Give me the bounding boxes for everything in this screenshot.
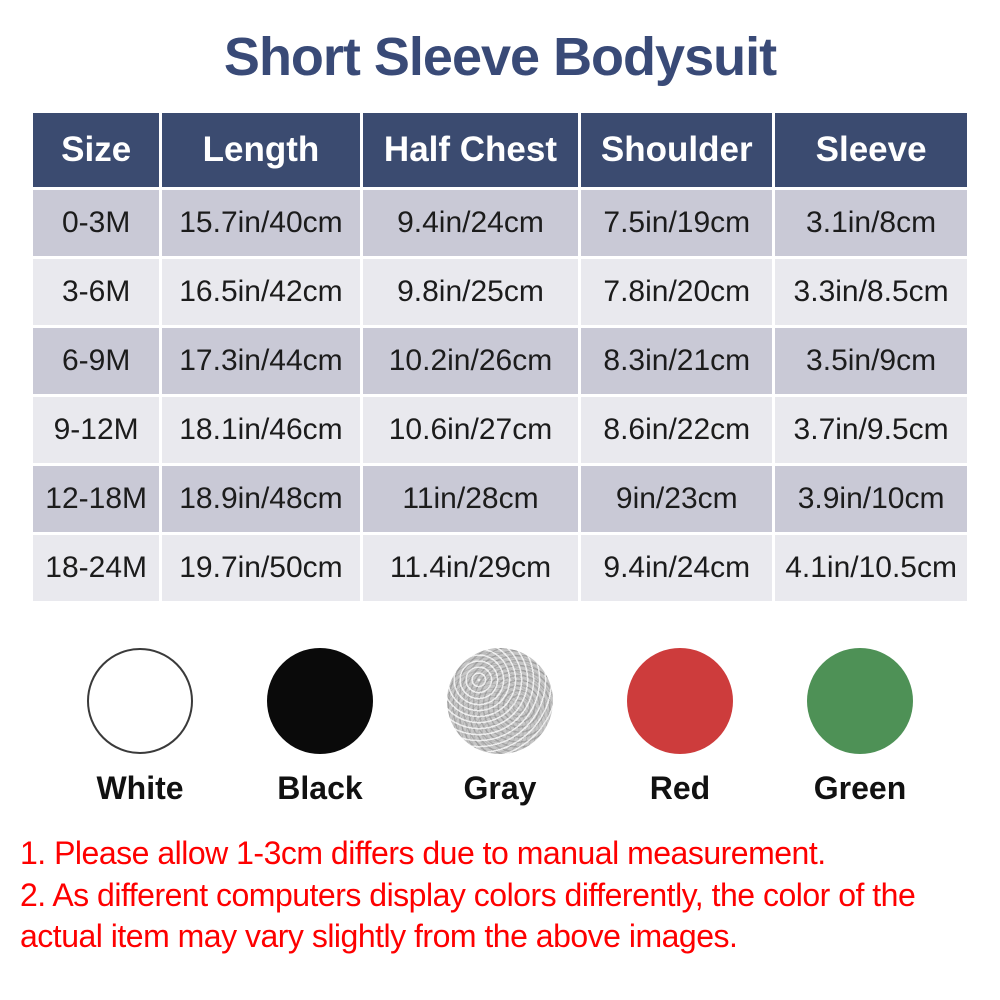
swatch-label: Black: [277, 770, 363, 806]
color-swatch-red: [590, 648, 770, 807]
color-swatch-gray: [410, 648, 590, 807]
table-cell: 18.9in/48cm: [162, 466, 359, 532]
table-cell: 8.3in/21cm: [581, 328, 772, 394]
column-header-shoulder: Shoulder: [581, 113, 772, 187]
table-row: [33, 259, 967, 325]
table-cell: 3.1in/8cm: [775, 190, 967, 256]
table-cell: 6-9M: [33, 328, 159, 394]
table-cell: 9in/23cm: [581, 466, 772, 532]
swatch-label: Gray: [463, 770, 537, 806]
table-cell: 17.3in/44cm: [162, 328, 359, 394]
swatch-label: Red: [649, 770, 711, 806]
table-cell: 10.6in/27cm: [363, 397, 579, 463]
table-cell: 9-12M: [33, 397, 159, 463]
gray-color-circle-icon: [447, 648, 553, 754]
black-color-circle-icon: [267, 648, 373, 754]
table-cell: 16.5in/42cm: [162, 259, 359, 325]
white-color-circle-icon: [87, 648, 193, 754]
table-row: [33, 466, 967, 532]
table-header-row: [33, 113, 967, 187]
table-cell: 3-6M: [33, 259, 159, 325]
table-row: [33, 328, 967, 394]
table-cell: 12-18M: [33, 466, 159, 532]
column-header-length: Length: [162, 113, 359, 187]
swatch-label: White: [96, 770, 184, 806]
color-swatch-row: [50, 648, 950, 807]
table-cell: 7.8in/20cm: [581, 259, 772, 325]
table-cell: 18.1in/46cm: [162, 397, 359, 463]
color-swatch-white: [50, 648, 230, 807]
table-cell: 3.7in/9.5cm: [775, 397, 967, 463]
table-row: [33, 535, 967, 601]
table-cell: 3.5in/9cm: [775, 328, 967, 394]
table-cell: 19.7in/50cm: [162, 535, 359, 601]
page-title: Short Sleeve Bodysuit: [223, 27, 777, 87]
table-cell: 9.4in/24cm: [581, 535, 772, 601]
table-cell: 11in/28cm: [363, 466, 579, 532]
table-row: [33, 397, 967, 463]
table-cell: 18-24M: [33, 535, 159, 601]
table-cell: 9.8in/25cm: [363, 259, 579, 325]
swatch-label: Green: [813, 770, 907, 806]
green-color-circle-icon: [807, 648, 913, 754]
table-cell: 3.3in/8.5cm: [775, 259, 967, 325]
table-cell: 11.4in/29cm: [363, 535, 579, 601]
table-cell: 8.6in/22cm: [581, 397, 772, 463]
disclaimer-notes: [20, 833, 980, 958]
note-line-1: 1. Please allow 1-3cm differs due to manual measurement.: [20, 835, 826, 871]
note-line-2: 2. As different computers display colors differently, the color of the actual item may vary slightly from the above images.: [20, 876, 916, 955]
table-cell: 3.9in/10cm: [775, 466, 967, 532]
table-row: [33, 190, 967, 256]
color-swatch-green: [770, 648, 950, 807]
table-cell: 9.4in/24cm: [363, 190, 579, 256]
red-color-circle-icon: [627, 648, 733, 754]
table-cell: 0-3M: [33, 190, 159, 256]
table-cell: 15.7in/40cm: [162, 190, 359, 256]
size-table: [30, 110, 970, 604]
table-cell: 10.2in/26cm: [363, 328, 579, 394]
column-header-half-chest: Half Chest: [363, 113, 579, 187]
column-header-sleeve: Sleeve: [775, 113, 967, 187]
color-swatch-black: [230, 648, 410, 807]
column-header-size: Size: [33, 113, 159, 187]
table-cell: 4.1in/10.5cm: [775, 535, 967, 601]
table-cell: 7.5in/19cm: [581, 190, 772, 256]
